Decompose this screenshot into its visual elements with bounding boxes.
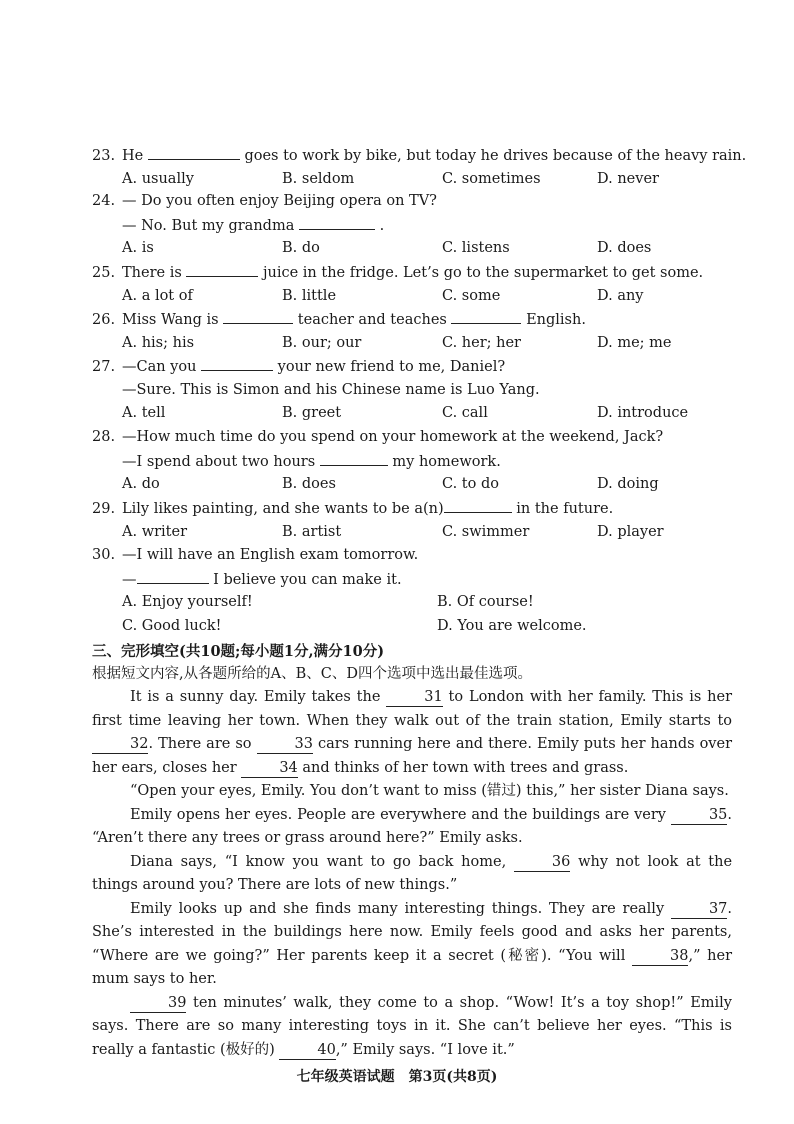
question-number: 27. [92, 359, 116, 375]
question-number: 30. [92, 547, 116, 563]
options-row [92, 473, 732, 497]
options-row [92, 168, 732, 192]
option-a: A. tell [122, 405, 166, 421]
question-number: 23. [92, 148, 116, 164]
blank-number: 38 [632, 948, 688, 966]
option-d: D. me; me [597, 334, 672, 351]
option-c: C. her; her [442, 334, 521, 351]
blank-number: 39 [130, 995, 186, 1013]
question-stem: juice in the fridge. Let’s go to the supermarket to get some. [263, 265, 704, 281]
option-d: D. You are welcome. [437, 617, 587, 634]
question-30 [92, 544, 732, 638]
option-b: B. seldom [282, 170, 355, 187]
option-c: C. to do [442, 476, 499, 492]
question-stem: —I will have an English exam tomorrow. [122, 547, 419, 563]
options-row [92, 237, 732, 261]
dash: — [122, 571, 137, 588]
question-stem: teacher and teaches [297, 312, 447, 328]
question-line: my homework. [392, 453, 501, 470]
option-c: C. swimmer [442, 523, 530, 540]
passage-text: ,” her mum says to her. [92, 947, 733, 987]
question-24 [92, 190, 732, 261]
blank-number: 33 [257, 736, 313, 754]
passage-paragraph [92, 780, 732, 804]
answer-blank [148, 144, 240, 160]
passage-paragraph [92, 686, 732, 780]
option-c: C. listens [442, 240, 510, 256]
question-stem: English. [526, 312, 586, 328]
question-29 [92, 497, 732, 544]
question-stem: Lily likes painting, and she wants to be a(n) [122, 501, 444, 517]
option-a: A. is [122, 240, 154, 256]
question-28 [92, 426, 732, 497]
question-27 [92, 355, 732, 426]
passage-text: why not look at the things around you? There are lots of new things.” [92, 853, 733, 893]
options-row [92, 591, 732, 615]
blank-number: 40 [279, 1042, 335, 1060]
option-a: A. usually [122, 170, 194, 187]
passage-text: It is a sunny day. Emily takes the [130, 689, 381, 705]
question-number: 25. [92, 265, 116, 281]
question-stem: There is [122, 265, 182, 281]
answer-blank [186, 261, 258, 277]
question-stem: Miss Wang is [122, 312, 219, 328]
answer-blank [223, 308, 293, 324]
answer-blank [201, 355, 273, 371]
section-instruction: 根据短文内容,从各题所给的A、B、C、D四个选项中选出最佳选项。 [92, 666, 532, 682]
answer-blank [137, 568, 209, 584]
passage-text: ten minutes’ walk, they come to a shop. “Wow! It’s a toy shop!” Emily says. There are so many interesting toys in it. She can’t believe her eyes. “This is really a fantastic (极好的) [92, 994, 732, 1058]
page-footer: 七年级英语试题 第3页(共8页) [296, 1069, 498, 1085]
question-stem: —Can you [122, 359, 197, 375]
option-d: D. does [597, 240, 652, 256]
option-c: C. some [442, 287, 501, 304]
options-row [92, 332, 732, 356]
question-stem: goes to work by bike, but today he drives because of the heavy rain. [244, 148, 747, 164]
passage-text: “Open your eyes, Emily. You don’t want to miss (错过) this,” her sister Diana says. [130, 783, 729, 799]
option-a: A. do [122, 476, 160, 492]
question-26 [92, 308, 732, 355]
question-line: I believe you can make it. [213, 571, 402, 588]
option-b: B. does [282, 476, 336, 492]
options-row [92, 402, 732, 426]
option-c: C. call [442, 405, 488, 421]
blank-number: 37 [671, 901, 727, 919]
option-d: D. player [597, 523, 664, 540]
question-number: 24. [92, 193, 116, 209]
question-25 [92, 261, 732, 308]
question-23 [92, 144, 747, 191]
answer-blank [320, 450, 388, 466]
answer-blank [451, 308, 521, 324]
question-line: —I spend about two hours [122, 453, 316, 470]
options-row [92, 285, 732, 309]
passage-paragraph [92, 898, 732, 992]
passage-text: Emily looks up and she finds many interesting things. They are really [130, 900, 665, 917]
passage-text: ,” Emily says. “I love it.” [335, 1041, 515, 1058]
passage-text: . “Aren’t there any trees or grass around here?” Emily asks. [92, 806, 733, 846]
question-stem: your new friend to me, Daniel? [277, 359, 506, 375]
option-b: B. little [282, 287, 337, 304]
passage-text: to London with her family. This is her first time leaving her town. When they walk out of the train station, Emily starts to [92, 689, 732, 729]
option-a: A. a lot of [122, 287, 193, 304]
option-a: A. writer [122, 523, 188, 540]
option-d: D. any [597, 287, 644, 304]
question-stem: — Do you often enjoy Beijing opera on TV? [122, 193, 437, 209]
blank-number: 36 [514, 854, 570, 872]
options-row [92, 521, 732, 545]
cloze-passage [92, 686, 732, 1062]
question-stem: He [122, 148, 144, 164]
question-line: —Sure. This is Simon and his Chinese name is Luo Yang. [122, 381, 540, 398]
option-a: A. his; his [122, 334, 195, 351]
passage-paragraph [92, 804, 732, 851]
blank-number: 35 [671, 807, 727, 825]
passage-text: . There are so [148, 736, 252, 752]
passage-text: cars running here and there. Emily puts her hands over her ears, closes her [92, 736, 733, 776]
blank-number: 34 [241, 760, 297, 778]
passage-text: Emily opens her eyes. People are everywhere and the buildings are very [130, 806, 667, 823]
answer-blank [299, 214, 375, 230]
answer-blank [444, 497, 512, 513]
option-b: B. our; our [282, 334, 362, 351]
question-stem: —How much time do you spend on your homework at the weekend, Jack? [122, 429, 664, 445]
option-c: C. sometimes [442, 170, 541, 187]
option-b: B. artist [282, 523, 342, 540]
passage-paragraph [92, 992, 732, 1063]
option-d: D. doing [597, 476, 659, 492]
option-d: D. introduce [597, 405, 689, 421]
option-b: B. Of course! [437, 594, 534, 610]
passage-text: and thinks of her town with trees and grass. [302, 759, 629, 776]
section-title: 三、完形填空(共10题;每小题1分,满分10分) [92, 643, 385, 660]
option-a: A. Enjoy yourself! [122, 594, 253, 610]
option-b: B. do [282, 240, 320, 256]
option-b: B. greet [282, 405, 342, 421]
question-number: 26. [92, 312, 116, 328]
option-c: C. Good luck! [122, 617, 222, 634]
blank-number: 31 [386, 689, 442, 707]
question-line: — No. But my grandma [122, 217, 295, 234]
question-stem: in the future. [516, 501, 614, 517]
question-number: 28. [92, 429, 116, 445]
blank-number: 32 [92, 736, 148, 754]
passage-text: Diana says, “I know you want to go back home, [130, 853, 507, 870]
option-d: D. never [597, 170, 659, 187]
passage-text: . She’s interested in the buildings here now. Emily feels good and asks her parents, “Where are we going?” Her parents keep it a secret (秘密). “You will [92, 900, 732, 964]
question-number: 29. [92, 501, 116, 517]
options-row [92, 615, 732, 639]
passage-paragraph [92, 851, 732, 898]
period: . [379, 217, 385, 234]
